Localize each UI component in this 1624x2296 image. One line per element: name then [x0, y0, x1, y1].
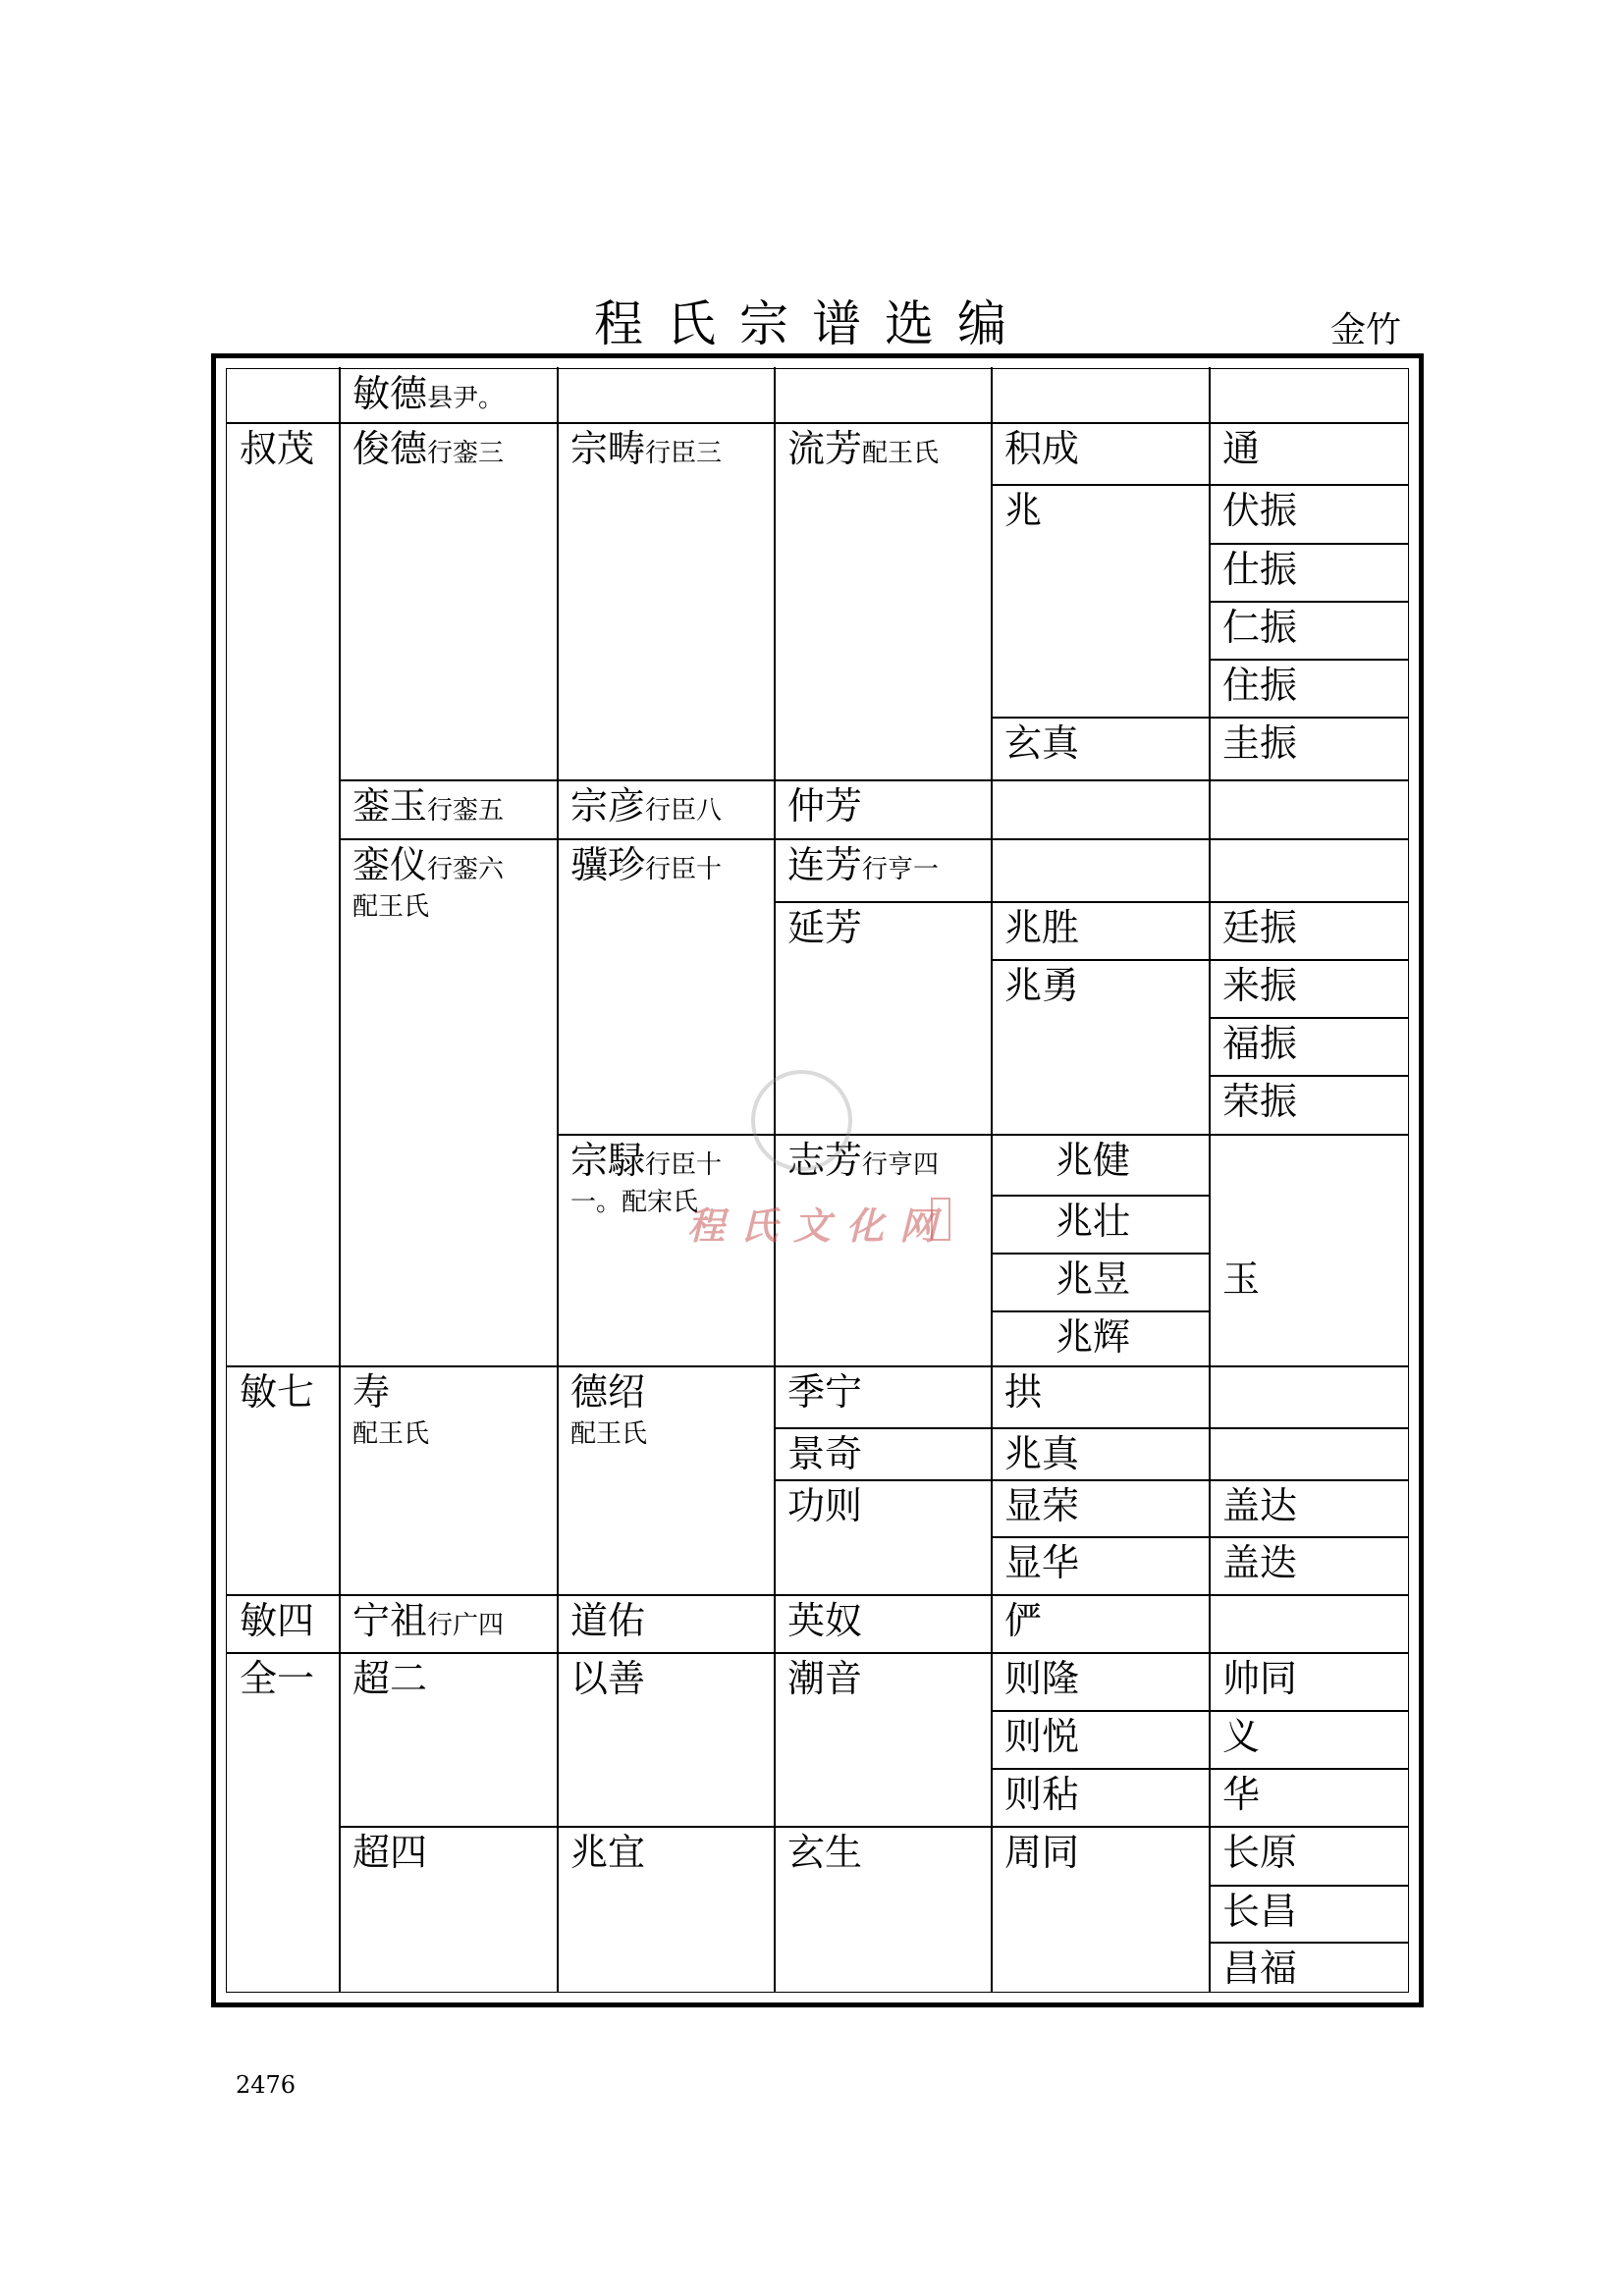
- row-divider: [991, 1768, 1409, 1770]
- person-name: 长原: [1222, 1831, 1298, 1874]
- cell-c5-r20: [1004, 1540, 1079, 1585]
- cell-c3-r1: [570, 426, 722, 476]
- person-name: 兆壮: [1056, 1200, 1131, 1243]
- cell-c6-r3: [1222, 547, 1297, 592]
- cell-c4-r1: [787, 426, 939, 476]
- person-name: 昌福: [1222, 1947, 1298, 1990]
- person-name: 銮玉: [352, 784, 428, 828]
- person-note: 行亨一: [862, 855, 940, 884]
- person-subnote: 配王氏: [570, 1419, 648, 1449]
- person-name: 兆: [1004, 489, 1043, 532]
- person-name: 周同: [1004, 1831, 1080, 1874]
- person-name: 则隆: [1004, 1657, 1080, 1700]
- cell-c2-r21: [352, 1598, 504, 1648]
- person-name: 俨: [1004, 1599, 1043, 1642]
- column-divider: [1209, 367, 1211, 1993]
- person-name: 志芳: [787, 1139, 863, 1182]
- cell-c5-r22: [1004, 1656, 1079, 1701]
- person-name: 兆胜: [1004, 906, 1080, 949]
- person-subnote: 配王氏: [352, 892, 430, 922]
- person-name: 玄生: [787, 1831, 863, 1874]
- person-name: 连芳: [787, 843, 863, 886]
- person-name: 德绍: [570, 1370, 646, 1414]
- person-name: 敏七: [240, 1370, 315, 1414]
- cell-c6-r4: [1222, 605, 1297, 650]
- person-note: 配王氏: [862, 439, 940, 468]
- row-divider: [226, 422, 1409, 424]
- person-name: 则悦: [1004, 1715, 1080, 1758]
- person-name: 季宁: [787, 1370, 863, 1414]
- person-name: 通: [1222, 427, 1261, 470]
- cell-c6-r1: [1222, 426, 1260, 471]
- cell-c2-r22: [352, 1656, 427, 1701]
- person-name: 盖迭: [1222, 1541, 1298, 1584]
- cell-c5-r6: [1004, 721, 1079, 766]
- cell-c5-r10: [1004, 963, 1079, 1008]
- person-name: 显华: [1004, 1541, 1080, 1584]
- cell-c5-r16: [1056, 1314, 1130, 1360]
- cell-c6-r2: [1222, 488, 1297, 533]
- cell-c6-r5: [1222, 663, 1297, 708]
- person-note: 行臣十: [645, 855, 723, 884]
- row-divider: [991, 1310, 1209, 1312]
- cell-c3-r22: [570, 1656, 645, 1701]
- person-name: 来振: [1222, 964, 1298, 1007]
- cell-c6-r19: [1222, 1483, 1297, 1528]
- row-divider: [1209, 543, 1409, 545]
- cell-c3-r8: [570, 842, 722, 892]
- cell-c6-r6: [1222, 721, 1297, 766]
- person-name: 仕振: [1222, 548, 1298, 591]
- cell-c1-r1: [240, 426, 314, 471]
- cell-c5-r19: [1004, 1483, 1079, 1528]
- cell-c2-r8: [352, 842, 504, 892]
- row-divider: [339, 838, 1409, 840]
- cell-c4-r18: [787, 1431, 862, 1476]
- row-divider: [774, 901, 1409, 903]
- person-name: 显荣: [1004, 1484, 1080, 1527]
- row-divider: [991, 959, 1409, 961]
- person-name: 华: [1222, 1773, 1261, 1816]
- person-name: 仁振: [1222, 606, 1298, 649]
- person-name: 骥珍: [570, 843, 646, 886]
- column-divider: [557, 367, 559, 1993]
- cell-c4-r8: [787, 842, 939, 892]
- row-divider: [339, 779, 1409, 781]
- person-name: 则秥: [1004, 1773, 1080, 1816]
- person-note: 行亨四: [862, 1150, 940, 1180]
- cell-c2-r0: [352, 371, 504, 421]
- cell-c5-r14: [1056, 1199, 1130, 1244]
- row-divider: [226, 1652, 1409, 1654]
- person-name: 兆宜: [570, 1831, 646, 1874]
- cell-c4-r17: [787, 1369, 862, 1415]
- watermark-text: 程氏文化网: [687, 1204, 953, 1248]
- cell-c4-r25: [787, 1830, 862, 1875]
- person-name: 兆昱: [1056, 1257, 1131, 1301]
- cell-c4-r22: [787, 1656, 862, 1701]
- person-note: 行广四: [427, 1611, 505, 1640]
- cell-c5-r24: [1004, 1772, 1079, 1817]
- person-name: 荣振: [1222, 1080, 1298, 1123]
- person-note: 行臣三: [645, 439, 723, 468]
- row-divider: [1209, 659, 1409, 661]
- person-name: 积成: [1004, 427, 1080, 470]
- cell-c3-r21: [570, 1598, 645, 1643]
- person-name: 流芳: [787, 427, 863, 470]
- row-divider: [1209, 1885, 1409, 1887]
- cell-c4-r9: [787, 905, 862, 950]
- person-name: 景奇: [787, 1432, 863, 1475]
- person-name: 宁祖: [352, 1599, 428, 1642]
- cell-c3-r25: [570, 1830, 645, 1875]
- person-name: 全一: [240, 1657, 315, 1700]
- person-name: 住振: [1222, 664, 1298, 707]
- row-divider: [557, 1134, 1409, 1136]
- cell-c5-r21: [1004, 1598, 1042, 1643]
- row-divider: [1209, 601, 1409, 603]
- cell-c5-r23: [1004, 1714, 1079, 1759]
- cell-c2-r17: [352, 1369, 390, 1415]
- person-name: 英奴: [787, 1599, 863, 1642]
- cell-c6-r10: [1222, 963, 1297, 1008]
- row-divider: [226, 1594, 1409, 1596]
- cell-c1-r22: [240, 1656, 314, 1701]
- person-name: 盖达: [1222, 1484, 1298, 1527]
- cell-c1-r21: [240, 1598, 314, 1643]
- cell-c4-r19: [787, 1483, 862, 1528]
- person-name: 以善: [570, 1657, 646, 1700]
- column-divider: [339, 367, 341, 1993]
- person-name: 廷振: [1222, 906, 1298, 949]
- person-name: 玉: [1222, 1257, 1261, 1301]
- person-name: 功则: [787, 1484, 863, 1527]
- cell-c5-r9: [1004, 905, 1079, 950]
- person-name: 伏振: [1222, 489, 1298, 532]
- person-name: 宗騄: [570, 1139, 646, 1182]
- person-name: 宗彦: [570, 784, 646, 828]
- watermark-seal-icon: [751, 1070, 852, 1171]
- person-name: 玄真: [1004, 721, 1080, 765]
- person-name: 拱: [1004, 1370, 1043, 1414]
- cell-c3-r17: [570, 1369, 645, 1415]
- cell-c6-r24: [1222, 1772, 1260, 1817]
- person-name: 兆辉: [1056, 1315, 1131, 1359]
- person-name: 潮音: [787, 1657, 863, 1700]
- cell-c2-r25: [352, 1830, 427, 1875]
- cell-c6-r15: [1222, 1256, 1260, 1302]
- cell-c5-r25: [1004, 1830, 1079, 1875]
- person-name: 銮仪: [352, 843, 428, 886]
- person-name: 叔茂: [240, 427, 315, 470]
- cell-c6-r22: [1222, 1656, 1297, 1701]
- column-divider: [774, 367, 776, 1993]
- cell-c4-r21: [787, 1598, 862, 1643]
- cell-c2-r7: [352, 783, 504, 833]
- person-note: 行銮五: [427, 796, 505, 826]
- cell-c5-r15: [1056, 1256, 1130, 1302]
- person-name: 长昌: [1222, 1890, 1298, 1933]
- watermark-stamp-icon: [931, 1198, 950, 1241]
- person-name: 延芳: [787, 906, 863, 949]
- cell-c5-r13: [1056, 1138, 1130, 1183]
- cell-c6-r26: [1222, 1889, 1297, 1934]
- person-note: 行銮三: [427, 439, 505, 468]
- page-title: 程氏宗谱选编: [594, 295, 1030, 352]
- person-subnote: 一。配宋氏: [570, 1188, 699, 1217]
- person-note: 行臣八: [645, 796, 723, 826]
- person-name: 超四: [352, 1831, 428, 1874]
- person-name: 福振: [1222, 1022, 1298, 1065]
- cell-c6-r9: [1222, 905, 1297, 950]
- person-name: 兆健: [1056, 1139, 1131, 1182]
- person-name: 道佑: [570, 1599, 646, 1642]
- row-divider: [226, 1365, 1409, 1367]
- row-divider: [991, 1536, 1409, 1538]
- page-number: 2476: [236, 2071, 297, 2099]
- cell-c1-r17: [240, 1369, 314, 1415]
- row-divider: [1209, 1942, 1409, 1944]
- cell-c6-r23: [1222, 1714, 1260, 1759]
- cell-c6-r12: [1222, 1079, 1297, 1124]
- person-note: 县尹。: [427, 384, 505, 413]
- row-divider: [991, 484, 1409, 486]
- cell-c6-r27: [1222, 1946, 1297, 1991]
- cell-c5-r18: [1004, 1431, 1079, 1476]
- row-divider: [1209, 1017, 1409, 1019]
- person-name: 圭振: [1222, 721, 1298, 765]
- person-subnote: 配王氏: [352, 1419, 430, 1449]
- person-name: 超二: [352, 1657, 428, 1700]
- cell-c6-r25: [1222, 1830, 1297, 1875]
- person-name: 寿: [352, 1370, 391, 1414]
- row-divider: [991, 1710, 1409, 1712]
- cell-c5-r2: [1004, 488, 1042, 533]
- branch-name: 金竹: [1330, 310, 1402, 350]
- person-name: 敏德: [352, 372, 428, 415]
- row-divider: [991, 717, 1409, 719]
- row-divider: [774, 1427, 1409, 1429]
- column-divider: [991, 367, 993, 1993]
- cell-c3-r7: [570, 783, 722, 833]
- person-name: 兆真: [1004, 1432, 1080, 1475]
- cell-c2-r1: [352, 426, 504, 476]
- person-name: 帅同: [1222, 1657, 1298, 1700]
- person-name: 敏四: [240, 1599, 315, 1642]
- cell-c4-r7: [787, 783, 862, 828]
- row-divider: [991, 1253, 1209, 1255]
- person-name: 宗畴: [570, 427, 646, 470]
- person-name: 兆勇: [1004, 964, 1080, 1007]
- cell-c5-r17: [1004, 1369, 1042, 1415]
- cell-c6-r11: [1222, 1021, 1297, 1066]
- row-divider: [339, 1826, 1409, 1828]
- row-divider: [1209, 1075, 1409, 1077]
- person-note: 行臣十: [645, 1150, 723, 1180]
- person-note: 行銮六: [427, 855, 505, 884]
- person-name: 俊德: [352, 427, 428, 470]
- person-name: 义: [1222, 1715, 1261, 1758]
- row-divider: [991, 1195, 1209, 1197]
- person-name: 仲芳: [787, 784, 863, 828]
- cell-c5-r1: [1004, 426, 1079, 471]
- cell-c3-r13: [570, 1138, 722, 1188]
- cell-c6-r20: [1222, 1540, 1297, 1585]
- row-divider: [774, 1479, 1409, 1481]
